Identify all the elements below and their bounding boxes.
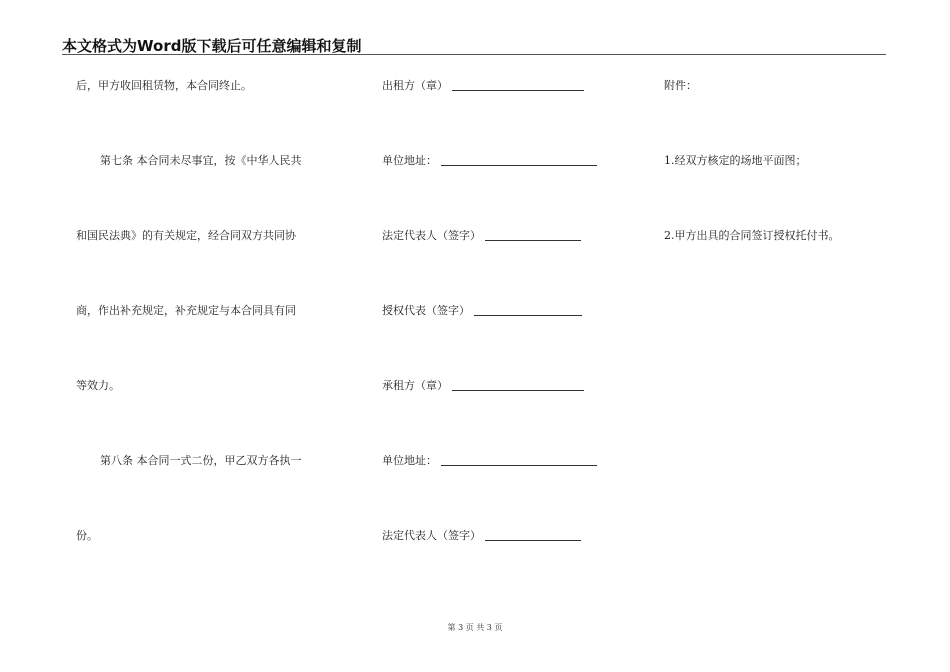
signature-line	[452, 90, 584, 91]
lessee-seal-field	[382, 379, 584, 393]
clause-line: 第八条 本合同一式二份，甲乙双方各执一	[100, 454, 302, 467]
field-label: 授权代表（签字）	[382, 304, 470, 317]
signature-line	[441, 165, 597, 166]
field-label: 出租方（章）	[382, 79, 448, 92]
clause-line: 份。	[76, 529, 98, 542]
signature-line	[485, 240, 581, 241]
attachment-item: 2.甲方出具的合同签订授权托付书。	[664, 229, 840, 242]
signature-line	[441, 465, 597, 466]
field-label: 单位地址：	[382, 454, 437, 467]
clause-line: 和国民法典》的有关规定，经合同双方共同协	[76, 229, 296, 242]
clause-line: 等效力。	[76, 379, 120, 392]
lessor-address-field	[382, 154, 597, 168]
field-label: 法定代表人（签字）	[382, 529, 481, 542]
authorized-rep-field	[382, 304, 582, 318]
lessor-seal-field	[382, 79, 584, 93]
field-label: 承租方（章）	[382, 379, 448, 392]
signature-line	[485, 540, 581, 541]
field-label: 单位地址：	[382, 154, 437, 167]
signature-line	[474, 315, 582, 316]
document-header	[62, 34, 886, 55]
attachments-heading: 附件：	[664, 79, 697, 92]
signature-line	[452, 390, 584, 391]
clause-line: 第七条 本合同未尽事宜，按《中华人民共	[100, 154, 302, 167]
clause-line: 商，作出补充规定，补充规定与本合同具有同	[76, 304, 296, 317]
page-number: 第 3 页 共 3 页	[447, 623, 503, 632]
lessor-legal-rep-field	[382, 229, 581, 243]
header-title: 本文格式为Word版下载后可任意编辑和复制	[62, 37, 362, 55]
lessee-legal-rep-field	[382, 529, 581, 543]
attachment-item: 1.经双方核定的场地平面图；	[664, 154, 807, 167]
lessee-address-field	[382, 454, 597, 468]
field-label: 法定代表人（签字）	[382, 229, 481, 242]
clause-line: 后，甲方收回租赁物，本合同终止。	[76, 79, 252, 92]
